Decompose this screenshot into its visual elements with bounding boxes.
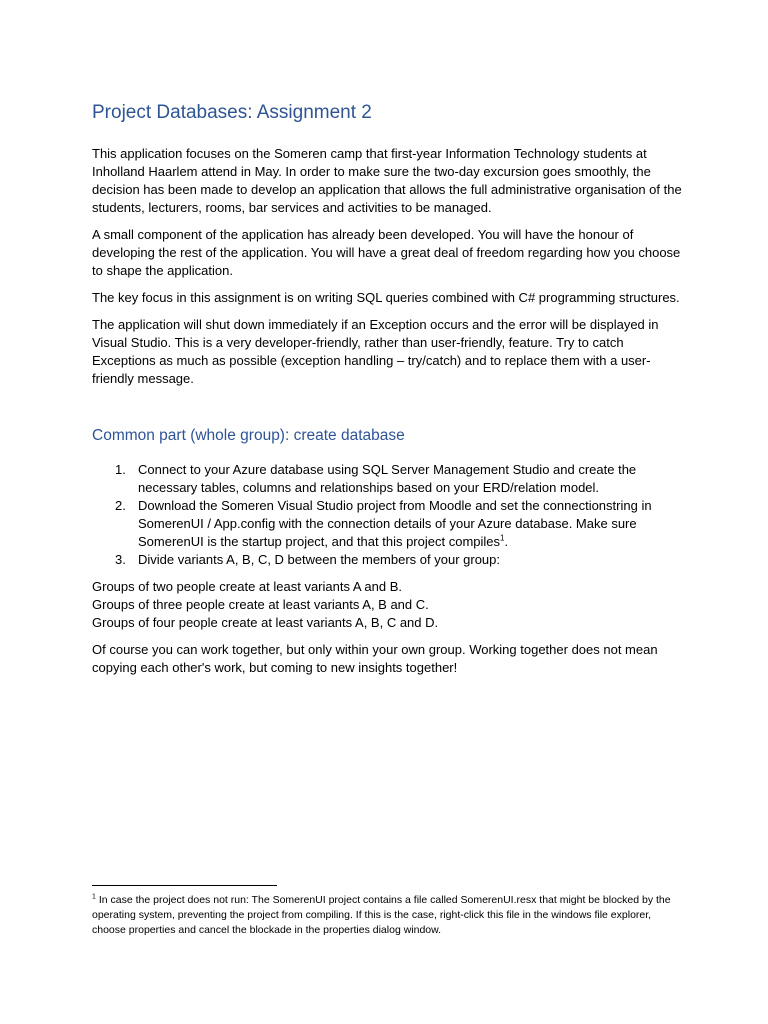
list-item [92, 497, 682, 551]
intro-paragraph-2: A small component of the application has already been developed. You will have the honour of developing the rest of the application. You will have a great deal of freedom regarding how you choose to shape the application. [92, 227, 681, 278]
list-item-number: 3. [115, 552, 126, 567]
list-item-text: Connect to your Azure database using SQL Server Management Studio and create the necessary tables, columns and relationships based on your ERD/relation model. [138, 462, 637, 495]
footnote-reference[interactable]: 1 [500, 533, 505, 543]
intro-paragraph-4: The application will shut down immediately if an Exception occurs and the error will be displayed in Visual Studio. This is a very developer-friendly, rather than user-friendly, feature. Try to catch Exceptions as much as possible (exception handling – try/catch) and to replace them with a user-friendly message. [92, 317, 659, 386]
closing-paragraph: Of course you can work together, but only within your own group. Working together does not mean copying each other's work, but coming to new insights together! [92, 642, 658, 675]
list-item-number: 1. [115, 462, 126, 477]
page-title: Project Databases: Assignment 2 [92, 102, 372, 123]
list-item [92, 461, 682, 497]
group-variants [92, 578, 682, 632]
footnote-separator [92, 885, 277, 886]
intro-paragraph-3: The key focus in this assignment is on writing SQL queries combined with C# programming structures. [92, 290, 680, 305]
footnote-marker: 1 [92, 893, 96, 901]
steps-list [92, 461, 682, 569]
document-body [92, 100, 682, 686]
intro-paragraph-1: This application focuses on the Someren camp that first-year Information Technology students at Inholland Haarlem attend in May. In order to make sure the two-day excursion goes smoothly, the decision has been made to develop an application that allows the full administrative organisation of the students, lecturers, rooms, bar services and activities to be managed. [92, 146, 682, 215]
footnote [92, 893, 682, 938]
footnote-text: In case the project does not run: The SomerenUI project contains a file called SomerenUI.resx that might be blocked by the operating system, preventing the project from compiling. If this is the case, right-click this file in the windows file explorer, choose properties and cancel the blockade in the properties dialog window. [92, 894, 671, 936]
list-item [92, 551, 682, 569]
group-variant-line: Groups of three people create at least variants A, B and C. [92, 597, 429, 612]
group-variant-line: Groups of four people create at least variants A, B, C and D. [92, 615, 439, 630]
list-item-text: Divide variants A, B, C, D between the members of your group: [138, 552, 501, 567]
list-item-text: Download the Someren Visual Studio project from Moodle and set the connectionstring in SomerenUI / App.config with the connection details of your Azure database. Make sure SomerenUI is the startup project, and that this project compiles [138, 498, 652, 549]
list-item-number: 2. [115, 498, 126, 513]
section-heading: Common part (whole group): create database [92, 427, 405, 444]
group-variant-line: Groups of two people create at least variants A and B. [92, 579, 403, 594]
list-item-text-end: . [504, 534, 509, 549]
